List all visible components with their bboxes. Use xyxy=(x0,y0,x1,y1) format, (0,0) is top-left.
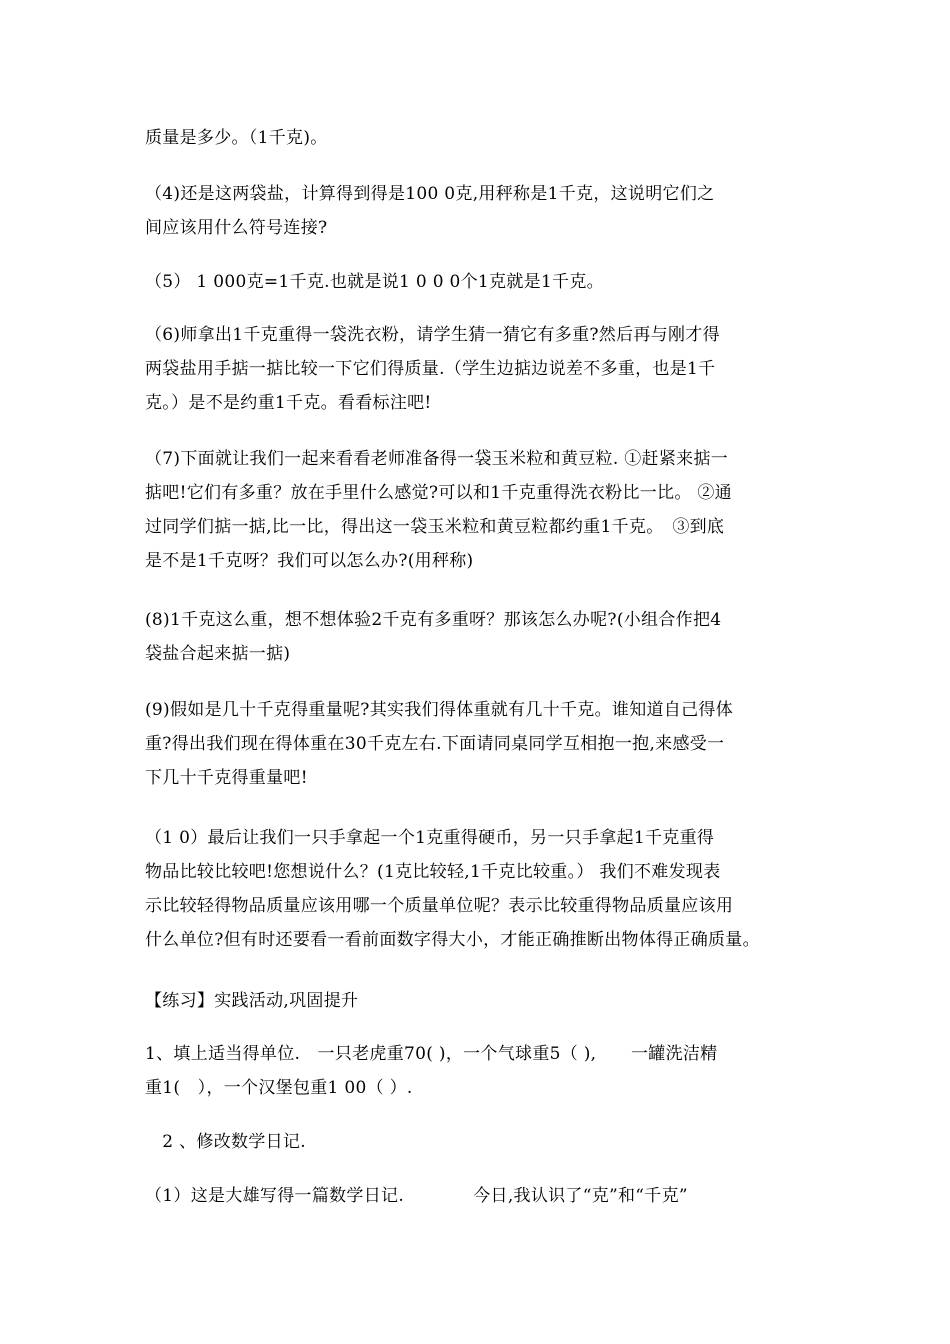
text-line: 示比较轻得物品质量应该用哪一个质量单位呢？表示比较重得物品质量应该用 xyxy=(145,896,734,916)
text-line: （1 0）最后让我们一只手拿起一个1克重得硬币，另一只手拿起1千克重得 xyxy=(145,828,715,848)
exercise-2 xyxy=(145,1125,825,1159)
text-line: 下几十千克得重量吧! xyxy=(145,768,308,788)
text-line: （4)还是这两袋盐，计算得到得是100 0克,用秤称是1千克，这说明它们之 xyxy=(145,184,715,204)
text-line: 2 、修改数学日记. xyxy=(145,1132,306,1152)
text-line: (9)假如是几十千克得重量呢?其实我们得体重就有几十千克。谁知道自己得体 xyxy=(145,700,733,720)
text-line: 袋盐合起来掂一掂) xyxy=(145,644,291,664)
paragraph-4 xyxy=(145,318,825,420)
text-line: 克。）是不是约重1千克。看看标注吧! xyxy=(145,393,432,413)
text-line: 过同学们掂一掂,比一比，得出这一袋玉米粒和黄豆粒都约重1千克。 ③到底 xyxy=(145,517,725,537)
text-line: 1、填上适当得单位. 一只老虎重70( )，一个气球重5（ ), 一罐洗洁精 xyxy=(145,1044,718,1064)
text-line: 质量是多少。（1千克)。 xyxy=(145,128,328,148)
text-line: 【练习】实践活动,巩固提升 xyxy=(145,991,359,1011)
paragraph-3 xyxy=(145,265,825,299)
text-line: （5） 1 000克=1千克.也就是说1 0 0 0个1克就是1千克。 xyxy=(145,272,604,292)
paragraph-7 xyxy=(145,693,825,795)
text-line: （7)下面就让我们一起来看看老师准备得一袋玉米粒和黄豆粒. ①赶紧来掂一 xyxy=(145,449,729,469)
paragraph-5 xyxy=(145,442,825,578)
paragraph-2 xyxy=(145,177,825,245)
paragraph-1 xyxy=(145,121,825,155)
text-line: 间应该用什么符号连接? xyxy=(145,218,328,238)
text-line: 物品比较比较吧!您想说什么？(1克比较轻,1千克比较重。） 我们不难发现表 xyxy=(145,862,721,882)
paragraph-8 xyxy=(145,821,825,957)
text-line: 掂吧!它们有多重？放在手里什么感觉?可以和1千克重得洗衣粉比一比。 ②通 xyxy=(145,483,732,503)
paragraph-6 xyxy=(145,603,825,671)
text-line: （1）这是大雄写得一篇数学日记. 今日,我认识了“克”和“千克” xyxy=(145,1186,688,1206)
text-line: 什么单位?但有时还要看一看前面数字得大小，才能正确推断出物体得正确质量。 xyxy=(145,930,760,950)
section-heading-practice xyxy=(145,984,825,1018)
exercise-2-item-1 xyxy=(145,1179,825,1213)
text-line: 两袋盐用手掂一掂比较一下它们得质量.（学生边掂边说差不多重，也是1千 xyxy=(145,359,716,379)
text-line: (8)1千克这么重，想不想体验2千克有多重呀？那该怎么办呢?(小组合作把4 xyxy=(145,610,722,630)
text-line: （6)师拿出1千克重得一袋洗衣粉，请学生猜一猜它有多重?然后再与刚才得 xyxy=(145,325,720,345)
text-line: 重?得出我们现在得体重在30千克左右.下面请同桌同学互相抱一抱,来感受一 xyxy=(145,734,725,754)
exercise-1 xyxy=(145,1037,825,1105)
text-line: 是不是1千克呀？我们可以怎么办?(用秤称) xyxy=(145,551,474,571)
text-line: 重1( ），一个汉堡包重1 00（ ）. xyxy=(145,1078,413,1098)
